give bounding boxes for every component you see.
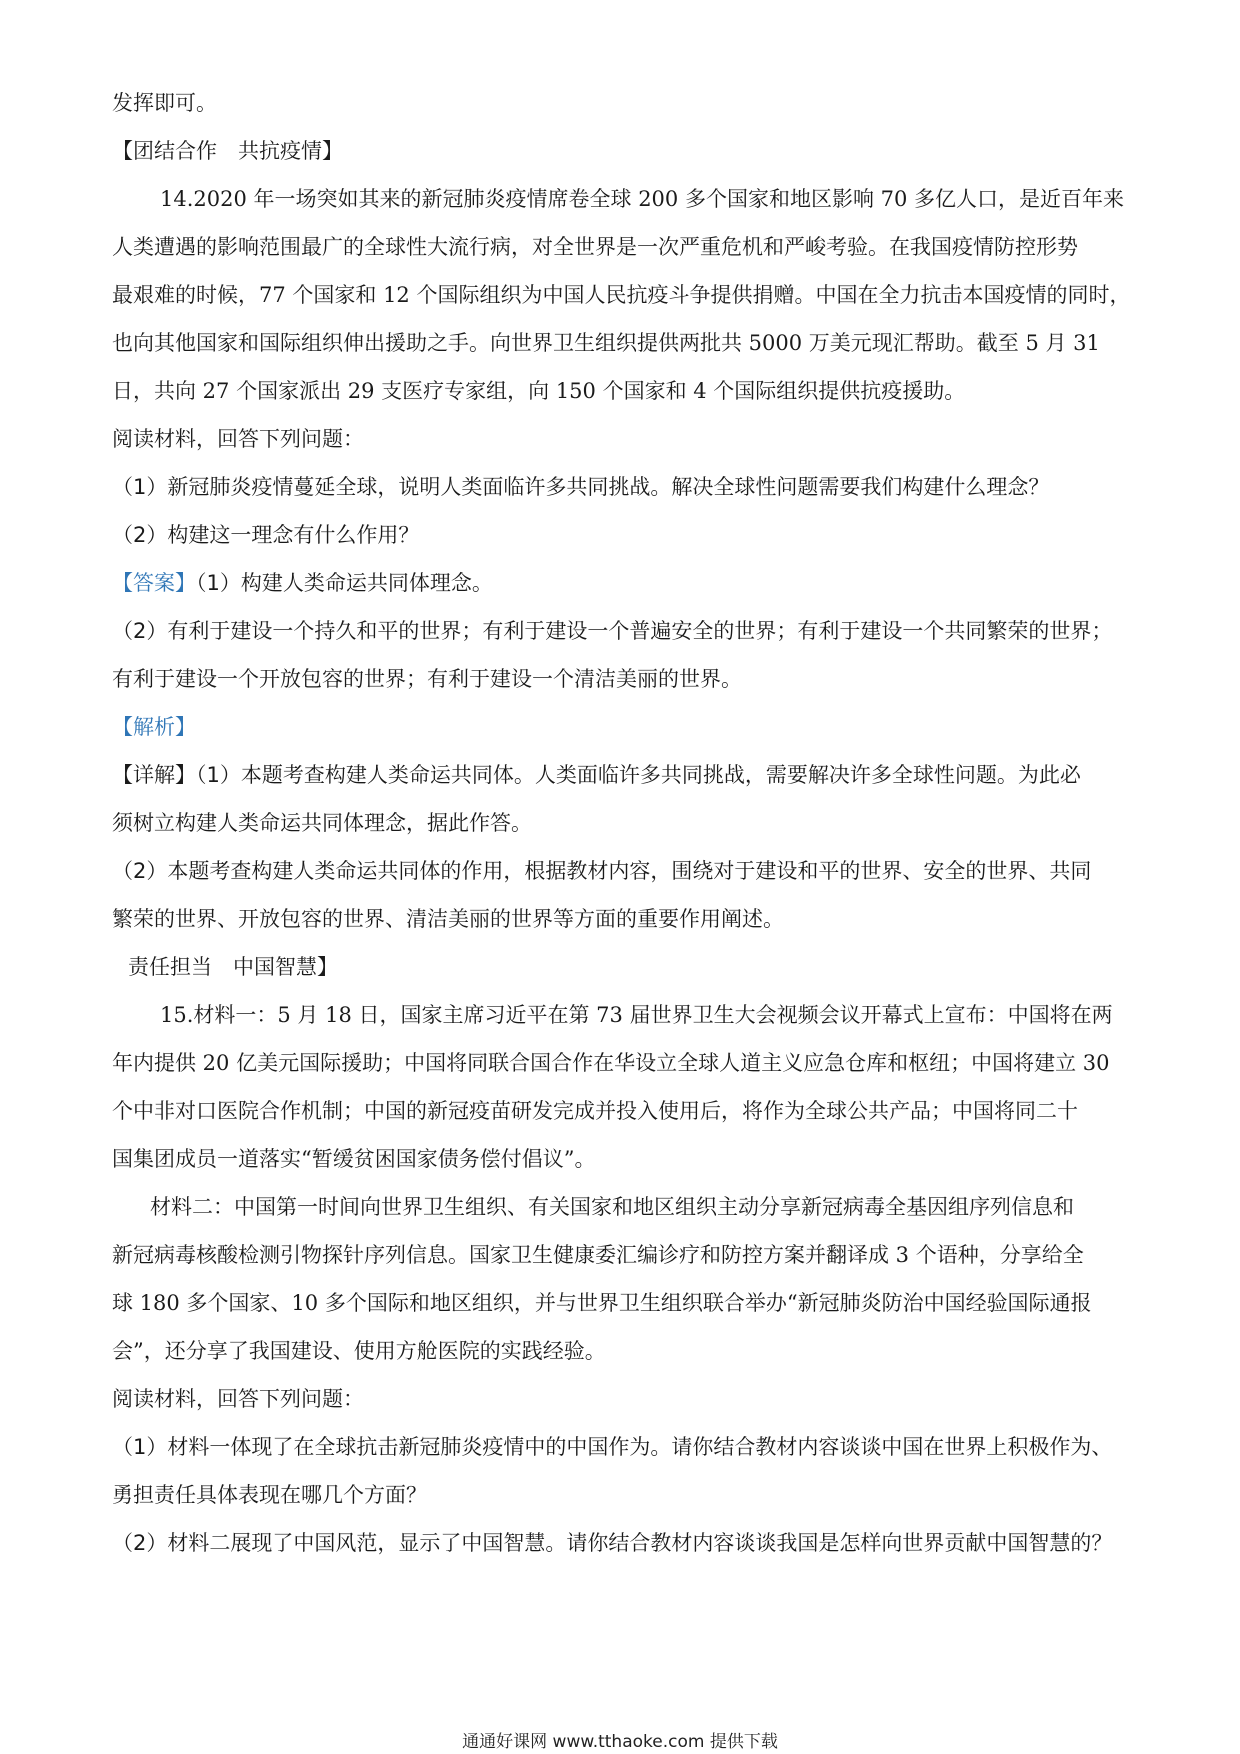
sub-question: （1）材料一体现了在全球抗击新冠肺炎疫情中的中国作为。请你结合教材内容谈谈中国在世界上积极作为、 [112, 1435, 1113, 1459]
instruction-text: 阅读材料，回答下列问题： [112, 1387, 364, 1411]
footer-text: 通通好课网 www.tthaoke.com 提供下载 [462, 1732, 778, 1752]
text-line: 发挥即可。 [112, 91, 217, 115]
detail-line: 【详解】（1）本题考查构建人类命运共同体。人类面临许多共同挑战，需要解决许多全球性问题。为此必 [112, 763, 1081, 787]
question-15-text: 国集团成员一道落实“暂缓贫困国家债务偿付倡议”。 [112, 1147, 596, 1171]
question-15-text: 15.材料一：5 月 18 日，国家主席习近平在第 73 届世界卫生大会视频会议开幕式上宣布：中国将在两 [160, 1003, 1113, 1027]
material-two-text: 会”，还分享了我国建设、使用方舱医院的实践经验。 [112, 1339, 606, 1363]
answer-line: 【答案】（1）构建人类命运共同体理念。 [112, 571, 493, 595]
detail-text: 须树立构建人类命运共同体理念，据此作答。 [112, 811, 532, 835]
question-14-text: 14.2020 年一场突如其来的新冠肺炎疫情席卷全球 200 多个国家和地区影响 70 多亿人口，是近百年来 [160, 187, 1125, 211]
material-two-text: 新冠病毒核酸检测引物探针序列信息。国家卫生健康委汇编诊疗和防控方案并翻译成 3 个语种，分享给全 [112, 1243, 1084, 1267]
question-14-text: 日，共向 27 个国家派出 29 支医疗专家组，向 150 个国家和 4 个国际组织提供抗疫援助。 [112, 379, 966, 403]
sub-question: （2）材料二展现了中国风范，显示了中国智慧。请你结合教材内容谈谈我国是怎样向世界贡献中国智慧的？ [112, 1531, 1113, 1555]
answer-text: 有利于建设一个开放包容的世界；有利于建设一个清洁美丽的世界。 [112, 667, 742, 691]
material-two-text: 球 180 多个国家、10 多个国际和地区组织，并与世界卫生组织联合举办“新冠肺炎防治中国经验国际通报 [112, 1291, 1092, 1315]
sub-question: （2）构建这一理念有什么作用？ [112, 523, 420, 547]
section-heading: 责任担当 中国智慧】 [128, 955, 338, 979]
analysis-tag: 【解析】 [112, 715, 196, 739]
question-14-text: 也向其他国家和国际组织伸出援助之手。向世界卫生组织提供两批共 5000 万美元现汇帮助。截至 5 月 31 [112, 331, 1100, 355]
instruction-text: 阅读材料，回答下列问题： [112, 427, 364, 451]
answer-text: （2）有利于建设一个持久和平的世界；有利于建设一个普遍安全的世界；有利于建设一个共同繁荣的世界； [112, 619, 1113, 643]
question-14-text: 人类遭遇的影响范围最广的全球性大流行病，对全世界是一次严重危机和严峻考验。在我国疫情防控形势 [112, 235, 1078, 259]
section-heading: 【团结合作 共抗疫情】 [112, 139, 343, 163]
sub-question: （1）新冠肺炎疫情蔓延全球，说明人类面临许多共同挑战。解决全球性问题需要我们构建什么理念？ [112, 475, 1050, 499]
detail-text: （2）本题考查构建人类命运共同体的作用，根据教材内容，围绕对于建设和平的世界、安全的世界、共同 [112, 859, 1092, 883]
sub-question: 勇担责任具体表现在哪几个方面？ [112, 1483, 427, 1507]
question-15-text: 年内提供 20 亿美元国际援助；中国将同联合国合作在华设立全球人道主义应急仓库和枢纽；中国将建立 30 [112, 1051, 1110, 1075]
material-two-text: 材料二：中国第一时间向世界卫生组织、有关国家和地区组织主动分享新冠病毒全基因组序列信息和 [150, 1195, 1074, 1219]
answer-tag: 【答案】 [112, 571, 196, 595]
detail-text: 繁荣的世界、开放包容的世界、清洁美丽的世界等方面的重要作用阐述。 [112, 907, 784, 931]
question-14-text: 最艰难的时候，77 个国家和 12 个国际组织为中国人民抗疫斗争提供捐赠。中国在全力抗击本国疫情的同时， [112, 283, 1131, 307]
question-15-text: 个中非对口医院合作机制；中国的新冠疫苗研发完成并投入使用后，将作为全球公共产品；中国将同二十 [112, 1099, 1078, 1123]
detail-tag: 【详解】 [112, 763, 196, 787]
